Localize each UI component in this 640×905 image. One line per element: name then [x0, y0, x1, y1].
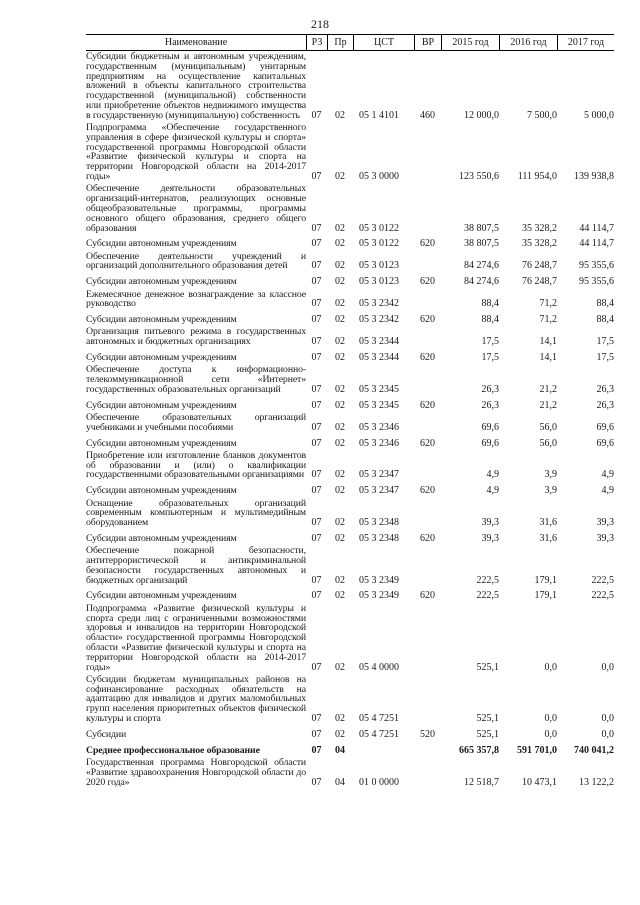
row-value-2015: 222,5	[476, 590, 499, 602]
row-cst: 05 3 0123	[359, 276, 399, 288]
table-row	[86, 601, 614, 672]
table-row	[86, 249, 614, 271]
row-pr: 02	[335, 399, 345, 411]
column-header-pr: Пр	[327, 35, 353, 50]
row-value-2015: 17,5	[481, 352, 499, 364]
row-value-2016: 56,0	[539, 421, 557, 433]
row-value-2015: 39,3	[481, 517, 499, 529]
row-value-2016: 591 701,0	[517, 744, 557, 756]
row-cst: 05 3 2345	[359, 383, 399, 395]
budget-table-body	[86, 52, 614, 787]
row-rz: 07	[311, 437, 322, 449]
row-name: Ежемесячное денежное вознаграждение за классное руководство	[86, 288, 306, 310]
row-rz: 07	[311, 171, 322, 183]
table-row	[86, 309, 614, 325]
row-cst: 05 4 7251	[359, 728, 399, 740]
table-row	[86, 496, 614, 528]
row-name: Среднее профессиональное образование	[86, 744, 260, 756]
row-value-2016: 31,6	[539, 532, 557, 544]
row-name: Субсидии	[86, 728, 127, 740]
table-row	[86, 585, 614, 601]
row-pr: 02	[335, 336, 345, 348]
row-pr: 02	[335, 260, 345, 272]
row-cst: 05 3 2342	[359, 314, 399, 326]
row-value-2015: 84 274,6	[464, 260, 499, 272]
table-row	[86, 347, 614, 363]
row-pr: 02	[335, 222, 345, 234]
row-name: Субсидии автономным учреждениям	[86, 276, 237, 288]
row-rz: 07	[311, 336, 322, 348]
row-cst: 05 3 2344	[359, 352, 399, 364]
row-value-2016: 21,2	[539, 399, 557, 411]
row-value-2017: 4,9	[601, 469, 614, 481]
row-rz: 07	[311, 728, 322, 740]
row-value-2016: 0,0	[544, 713, 557, 725]
row-value-2016: 0,0	[544, 728, 557, 740]
row-vr: 620	[420, 532, 435, 544]
row-vr: 620	[420, 276, 435, 288]
table-row	[86, 724, 614, 740]
row-name: Подпрограмма «Развитие физической культуры и спорта среди лиц с ограниченными возможностями здоровья и инвалидов на территории Новгородской области» государственной программы Новгородской области «Развитие физической культуры и спорта на территории Новгородской области на 2014-2017 годы»	[86, 602, 306, 673]
row-value-2015: 88,4	[481, 298, 499, 310]
row-pr: 02	[335, 713, 345, 725]
row-pr: 02	[335, 532, 345, 544]
row-value-2017: 17,5	[596, 336, 614, 348]
row-value-2015: 4,9	[486, 469, 499, 481]
row-rz: 07	[311, 469, 322, 481]
row-value-2016: 71,2	[539, 314, 557, 326]
row-value-2017: 44 114,7	[579, 222, 614, 234]
row-pr: 02	[335, 383, 345, 395]
row-value-2016: 35 328,2	[522, 222, 557, 234]
row-name: Обеспечение пожарной безопасности, антитеррористической и антикриминальной безопасности государственных автономных и бюджетных организаций	[86, 545, 306, 586]
column-header-2017: 2017 год	[557, 35, 614, 50]
row-pr: 02	[335, 352, 345, 364]
row-vr: 520	[420, 728, 435, 740]
row-value-2017: 5 000,0	[584, 109, 614, 121]
table-row	[86, 52, 614, 121]
row-name: Субсидии автономным учреждениям	[86, 399, 237, 411]
row-name: Обеспечение образовательных организаций учебниками и учебными пособиями	[86, 412, 306, 433]
row-value-2016: 31,6	[539, 517, 557, 529]
table-row	[86, 544, 614, 586]
row-rz: 07	[311, 383, 322, 395]
table-row	[86, 528, 614, 544]
row-value-2015: 88,4	[481, 314, 499, 326]
row-value-2017: 69,6	[596, 421, 614, 433]
row-value-2016: 179,1	[534, 590, 557, 602]
table-row	[86, 755, 614, 787]
row-rz: 07	[311, 590, 322, 602]
row-value-2017: 0,0	[601, 728, 614, 740]
row-cst: 05 3 2348	[359, 532, 399, 544]
row-value-2017: 740 041,2	[574, 744, 614, 756]
row-value-2017: 0,0	[601, 713, 614, 725]
row-pr: 02	[335, 109, 345, 121]
row-name: Государственная программа Новгородской области «Развитие здравоохранения Новгородской области до 2020 года»	[86, 756, 306, 788]
row-value-2016: 14,1	[539, 336, 557, 348]
column-header-rz: РЗ	[306, 35, 327, 50]
row-rz: 07	[311, 661, 322, 673]
row-value-2016: 35 328,2	[522, 238, 557, 250]
row-value-2015: 222,5	[476, 574, 499, 586]
row-rz: 07	[311, 238, 322, 250]
row-value-2017: 88,4	[596, 298, 614, 310]
row-name: Обеспечение деятельности учреждений и организаций дополнительного образования детей	[86, 250, 306, 272]
row-value-2017: 222,5	[591, 574, 614, 586]
row-value-2016: 76 248,7	[522, 260, 557, 272]
row-cst: 05 3 2347	[359, 469, 399, 481]
row-vr: 620	[420, 485, 435, 497]
row-name: Обеспечение деятельности образовательных организаций-интернатов, реализующих основные общеобразовательные программы, программы основного общего образования, среднего общего образования	[86, 183, 306, 234]
table-row	[86, 182, 614, 233]
row-vr: 620	[420, 590, 435, 602]
row-cst: 05 3 2349	[359, 574, 399, 586]
row-value-2015: 4,9	[486, 485, 499, 497]
row-value-2016: 3,9	[544, 469, 557, 481]
row-value-2016: 111 954,0	[517, 171, 557, 183]
row-cst: 05 3 0122	[359, 222, 399, 234]
column-header-2015: 2015 год	[441, 35, 499, 50]
row-name: Субсидии автономным учреждениям	[86, 352, 237, 364]
row-vr: 620	[420, 437, 435, 449]
row-name: Приобретение или изготовление бланков документов об образовании и (или) о квалификации государственными образовательными организациями	[86, 449, 306, 481]
row-value-2016: 76 248,7	[522, 276, 557, 288]
row-cst: 05 3 2345	[359, 399, 399, 411]
row-pr: 02	[335, 728, 345, 740]
row-name: Субсидии автономным учреждениям	[86, 485, 237, 497]
row-value-2016: 7 500,0	[527, 109, 557, 121]
row-rz: 07	[311, 276, 322, 288]
row-value-2015: 38 807,5	[464, 222, 499, 234]
row-vr: 620	[420, 238, 435, 250]
row-name: Организация питьевого режима в государственных автономных и бюджетных организациях	[86, 326, 306, 348]
column-header-vr: ВР	[414, 35, 441, 50]
row-value-2015: 17,5	[481, 336, 499, 348]
row-value-2017: 26,3	[596, 383, 614, 395]
row-pr: 02	[335, 276, 345, 288]
row-value-2015: 525,1	[476, 661, 499, 673]
row-name: Субсидии автономным учреждениям	[86, 590, 237, 602]
row-vr: 620	[420, 399, 435, 411]
row-name: Субсидии бюджетным и автономным учреждениям, государственным (муниципальным) унитарным предприятиям на осуществление капитальных вложений в объекты капитального строительства государственной (муниципальной) собственности или приобретение объектов недвижимого имущества в государственную (муниципальную) собственность	[86, 51, 306, 121]
column-header-2016: 2016 год	[499, 35, 557, 50]
row-name: Обеспечение доступа к информационно-телекоммуникационной сети «Интернет» государственных образовательных организаций	[86, 364, 306, 395]
row-value-2015: 69,6	[481, 421, 499, 433]
row-cst: 05 3 2344	[359, 336, 399, 348]
row-value-2017: 13 122,2	[579, 776, 614, 788]
row-pr: 02	[335, 437, 345, 449]
row-name: Оснащение образовательных организаций современным компьютерным и мультимедийным оборудованием	[86, 497, 306, 529]
row-value-2015: 26,3	[481, 399, 499, 411]
row-value-2015: 69,6	[481, 437, 499, 449]
row-value-2015: 123 550,6	[459, 171, 499, 183]
row-value-2015: 39,3	[481, 532, 499, 544]
row-rz: 07	[311, 517, 322, 529]
row-value-2015: 12 518,7	[464, 776, 499, 788]
row-name: Подпрограмма «Обеспечение государственного управления в сфере физической культуры и спорта» государственной программы Новгородской области «Развитие физической культуры и спорта на территории Новгородской области на 2014-2017 годы»	[86, 122, 306, 183]
row-value-2017: 39,3	[596, 517, 614, 529]
row-value-2016: 14,1	[539, 352, 557, 364]
row-pr: 02	[335, 421, 345, 433]
table-row	[86, 363, 614, 395]
table-row	[86, 672, 614, 723]
row-cst: 05 3 2348	[359, 517, 399, 529]
row-pr: 02	[335, 485, 345, 497]
row-value-2017: 26,3	[596, 399, 614, 411]
table-row	[86, 395, 614, 411]
row-value-2016: 3,9	[544, 485, 557, 497]
table-row	[86, 271, 614, 287]
row-value-2015: 525,1	[476, 728, 499, 740]
row-rz: 07	[311, 399, 322, 411]
table-row	[86, 740, 614, 756]
row-value-2015: 12 000,0	[464, 109, 499, 121]
row-cst: 01 0 0000	[359, 776, 399, 788]
row-cst: 05 3 0122	[359, 238, 399, 250]
row-value-2017: 95 355,6	[579, 276, 614, 288]
row-pr: 02	[335, 517, 345, 529]
row-pr: 02	[335, 171, 345, 183]
page-number: 218	[311, 17, 329, 31]
row-rz: 07	[311, 713, 322, 725]
row-rz: 07	[311, 776, 322, 788]
row-rz: 07	[311, 260, 322, 272]
row-value-2015: 665 357,8	[459, 744, 499, 756]
row-name: Субсидии автономным учреждениям	[86, 437, 237, 449]
row-rz: 07	[311, 532, 322, 544]
row-cst: 05 3 2342	[359, 298, 399, 310]
table-row	[86, 448, 614, 480]
row-cst: 05 3 2347	[359, 485, 399, 497]
column-header-cst: ЦСТ	[353, 35, 414, 50]
row-rz: 07	[311, 298, 322, 310]
table-row	[86, 287, 614, 309]
row-cst: 05 4 7251	[359, 713, 399, 725]
row-value-2017: 95 355,6	[579, 260, 614, 272]
row-name: Субсидии автономным учреждениям	[86, 532, 237, 544]
row-cst: 05 3 2346	[359, 437, 399, 449]
row-rz: 07	[311, 485, 322, 497]
row-cst: 05 3 0000	[359, 171, 399, 183]
row-value-2016: 0,0	[544, 661, 557, 673]
table-header	[86, 34, 614, 51]
row-name: Субсидии бюджетам муниципальных районов на софинансирование расходных обязательств на адаптацию для инвалидов и других маломобильных групп населения приоритетных объектов физической культуры и спорта	[86, 673, 306, 725]
row-pr: 02	[335, 574, 345, 586]
row-value-2017: 39,3	[596, 532, 614, 544]
row-value-2015: 26,3	[481, 383, 499, 395]
row-name: Субсидии автономным учреждениям	[86, 314, 237, 326]
row-pr: 02	[335, 298, 345, 310]
table-row	[86, 411, 614, 433]
row-value-2015: 38 807,5	[464, 238, 499, 250]
row-pr: 02	[335, 590, 345, 602]
row-value-2016: 71,2	[539, 298, 557, 310]
column-header-name: Наименование	[164, 37, 228, 48]
row-value-2017: 0,0	[601, 661, 614, 673]
row-pr: 04	[335, 776, 345, 788]
row-cst: 05 3 2346	[359, 421, 399, 433]
row-pr: 02	[335, 469, 345, 481]
table-row	[86, 433, 614, 449]
row-pr: 02	[335, 661, 345, 673]
row-value-2017: 222,5	[591, 590, 614, 602]
row-rz: 07	[311, 744, 322, 756]
row-pr: 02	[335, 238, 345, 250]
row-value-2015: 84 274,6	[464, 276, 499, 288]
row-value-2017: 4,9	[601, 485, 614, 497]
row-rz: 07	[311, 222, 322, 234]
row-vr: 460	[420, 109, 435, 121]
row-rz: 07	[311, 352, 322, 364]
row-value-2017: 44 114,7	[579, 238, 614, 250]
table-row	[86, 233, 614, 249]
row-cst: 05 3 2349	[359, 590, 399, 602]
table-row	[86, 480, 614, 496]
table-row	[86, 121, 614, 182]
row-name: Субсидии автономным учреждениям	[86, 238, 237, 250]
row-rz: 07	[311, 574, 322, 586]
row-value-2015: 525,1	[476, 713, 499, 725]
row-value-2016: 21,2	[539, 383, 557, 395]
row-rz: 07	[311, 314, 322, 326]
row-value-2016: 179,1	[534, 574, 557, 586]
row-rz: 07	[311, 421, 322, 433]
row-cst: 05 3 0123	[359, 260, 399, 272]
row-rz: 07	[311, 109, 322, 121]
row-pr: 02	[335, 314, 345, 326]
row-vr: 620	[420, 314, 435, 326]
row-value-2016: 10 473,1	[522, 776, 557, 788]
table-row	[86, 325, 614, 347]
row-vr: 620	[420, 352, 435, 364]
row-value-2017: 69,6	[596, 437, 614, 449]
row-value-2017: 88,4	[596, 314, 614, 326]
row-value-2016: 56,0	[539, 437, 557, 449]
row-pr: 04	[335, 744, 345, 756]
row-value-2017: 17,5	[596, 352, 614, 364]
row-value-2017: 139 938,8	[574, 171, 614, 183]
row-cst: 05 4 0000	[359, 661, 399, 673]
row-cst: 05 1 4101	[359, 109, 399, 121]
